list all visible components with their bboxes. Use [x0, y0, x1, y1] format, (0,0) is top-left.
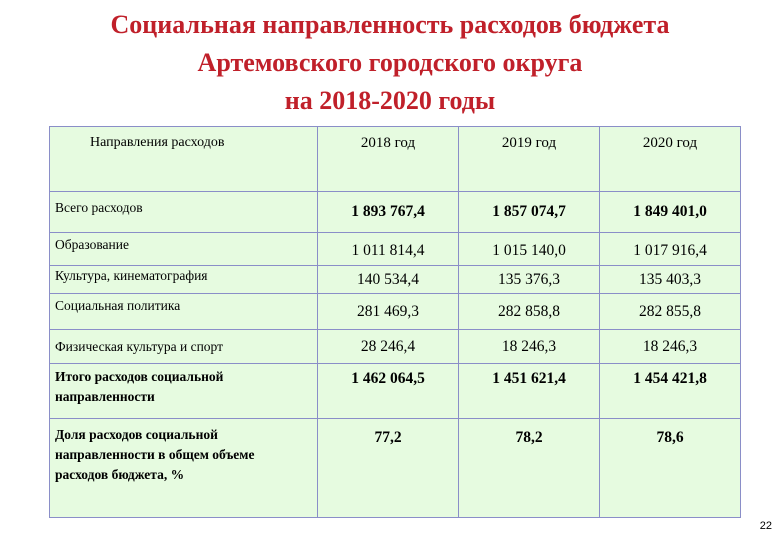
row-label-line: Доля расходов социальной: [55, 427, 218, 442]
table-header-row: [50, 127, 741, 192]
row-label: Физическая культура и спорт: [50, 330, 318, 364]
row-label: [50, 419, 318, 518]
cell-2020: 135 403,3: [600, 266, 741, 294]
cell-2018: 28 246,4: [318, 330, 459, 364]
table-row: [50, 233, 741, 266]
row-label: [50, 364, 318, 419]
cell-2019: 1 857 074,7: [459, 192, 600, 233]
cell-2018: 77,2: [318, 419, 459, 518]
page-number: 22: [759, 520, 772, 532]
table-row: [50, 192, 741, 233]
cell-2019: 135 376,3: [459, 266, 600, 294]
title-line-2: Артемовского городского округа: [197, 48, 583, 77]
cell-2019: 18 246,3: [459, 330, 600, 364]
table-row: [50, 419, 741, 518]
title-line-1: Социальная направленность расходов бюджета: [110, 10, 670, 39]
cell-2018: 1 462 064,5: [318, 364, 459, 419]
cell-2020: 1 454 421,8: [600, 364, 741, 419]
page-title: [0, 6, 780, 120]
cell-2018: 1 893 767,4: [318, 192, 459, 233]
cell-2019: 1 015 140,0: [459, 233, 600, 266]
row-label-line: направленности: [55, 389, 155, 404]
cell-2018: 281 469,3: [318, 294, 459, 330]
cell-2019: 1 451 621,4: [459, 364, 600, 419]
cell-2020: 78,6: [600, 419, 741, 518]
header-directions: Направления расходов: [50, 127, 318, 192]
cell-2018: 1 011 814,4: [318, 233, 459, 266]
cell-2020: 282 855,8: [600, 294, 741, 330]
row-label: Образование: [50, 233, 318, 266]
header-2020: 2020 год: [600, 127, 741, 192]
row-label: Социальная политика: [50, 294, 318, 330]
row-label-line: расходов бюджета, %: [55, 467, 185, 482]
row-label: Культура, кинематография: [50, 266, 318, 294]
row-label-line: направленности в общем объеме: [55, 447, 255, 462]
header-2018: 2018 год: [318, 127, 459, 192]
cell-2019: 78,2: [459, 419, 600, 518]
title-line-3: на 2018-2020 годы: [284, 86, 496, 115]
table-row: [50, 266, 741, 294]
cell-2020: 1 017 916,4: [600, 233, 741, 266]
table-row: [50, 294, 741, 330]
cell-2019: 282 858,8: [459, 294, 600, 330]
row-label-line: Итого расходов социальной: [55, 369, 224, 384]
budget-table: [49, 126, 741, 518]
cell-2020: 18 246,3: [600, 330, 741, 364]
row-label: Всего расходов: [50, 192, 318, 233]
cell-2020: 1 849 401,0: [600, 192, 741, 233]
header-2019: 2019 год: [459, 127, 600, 192]
table-row: [50, 330, 741, 364]
cell-2018: 140 534,4: [318, 266, 459, 294]
table-row: [50, 364, 741, 419]
